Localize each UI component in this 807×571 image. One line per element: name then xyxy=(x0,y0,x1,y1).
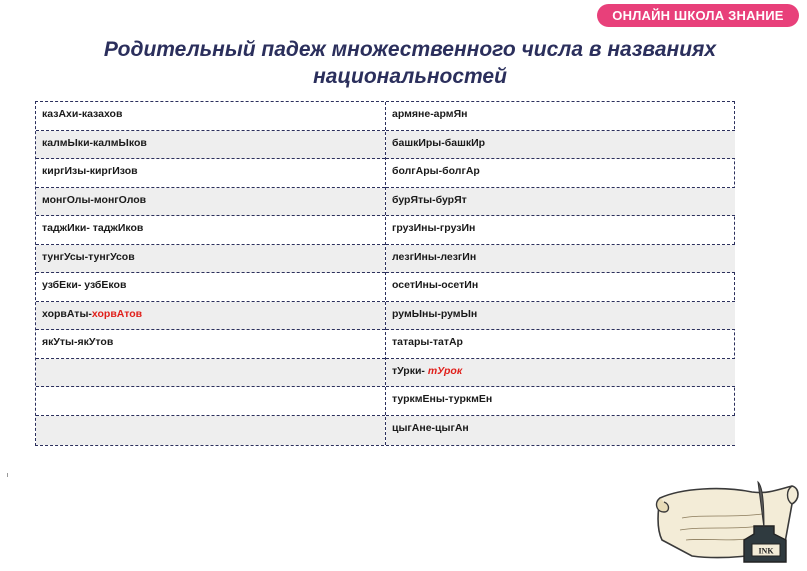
cell-text: цыгАне-цыгАн xyxy=(392,422,469,435)
table-left-cell xyxy=(36,387,385,416)
table-left-cell xyxy=(36,330,385,359)
cell-text: таджИки- таджИков xyxy=(42,222,144,235)
table-left-cell xyxy=(36,359,385,388)
cell-text: монгОлы-монгОлов xyxy=(42,193,147,206)
table-left-cell xyxy=(36,159,385,188)
table-column-left xyxy=(36,102,385,445)
cell-text: осетИны-осетИн xyxy=(392,279,479,292)
table-left-cell xyxy=(36,302,385,331)
cell-text: румЫны-румЫн xyxy=(392,307,478,320)
cell-text: киргИзы-киргИзов xyxy=(42,165,138,178)
svg-text:INK: INK xyxy=(758,546,774,556)
table-right-cell xyxy=(386,159,735,188)
cell-text: якУты-якУтов xyxy=(42,336,114,349)
cell-text: узбЕки- узбЕков xyxy=(42,279,127,292)
cell-text: болгАры-болгАр xyxy=(392,165,480,178)
scroll-and-ink-illustration xyxy=(652,478,802,566)
page-title-line-1: Родительный падеж множественного числа в названиях xyxy=(103,38,717,61)
page-title-line-2: национальностей xyxy=(313,65,507,88)
cell-text: тУрки- xyxy=(392,364,428,377)
table-right-cell xyxy=(386,302,735,331)
table-right-cell xyxy=(386,245,735,274)
table-left-cell xyxy=(36,416,385,445)
table-right-cell xyxy=(386,102,735,131)
table-right-cell xyxy=(386,273,735,302)
table-column-right xyxy=(385,102,735,445)
margin-mark xyxy=(7,473,8,477)
cell-text: башкИры-башкИр xyxy=(392,136,486,149)
nationalities-table xyxy=(35,101,735,446)
highlighted-text: хорвАтов xyxy=(91,307,143,320)
school-badge: ОНЛАЙН ШКОЛА ЗНАНИЕ xyxy=(597,4,799,27)
cell-text: татары-татАр xyxy=(392,336,463,349)
table-left-cell xyxy=(36,102,385,131)
cell-text: бурЯты-бурЯт xyxy=(392,193,467,206)
table-right-cell xyxy=(386,416,735,445)
table-left-cell xyxy=(36,131,385,160)
table-left-cell xyxy=(36,216,385,245)
table-right-cell xyxy=(386,387,735,416)
cell-text: тунгУсы-тунгУсов xyxy=(42,250,135,263)
cell-text: казАхи-казахов xyxy=(42,108,123,120)
table-right-cell xyxy=(386,131,735,160)
table-left-cell xyxy=(36,273,385,302)
cell-text: грузИны-грузИн xyxy=(392,222,476,235)
cell-text: калмЫки-калмЫков xyxy=(42,136,147,149)
table-left-cell xyxy=(36,245,385,274)
cell-text: лезгИны-лезгИн xyxy=(392,250,477,263)
table-right-cell xyxy=(386,216,735,245)
page-title xyxy=(60,36,760,90)
table-left-cell xyxy=(36,188,385,217)
cell-text: туркмЕны-туркмЕн xyxy=(392,393,493,406)
table-right-cell xyxy=(386,188,735,217)
cell-text: хорвАты- xyxy=(42,307,92,320)
highlighted-text: тУрок xyxy=(427,364,463,377)
table-right-cell xyxy=(386,330,735,359)
table-right-cell xyxy=(386,359,735,388)
cell-text: армяне-армЯн xyxy=(392,108,468,120)
